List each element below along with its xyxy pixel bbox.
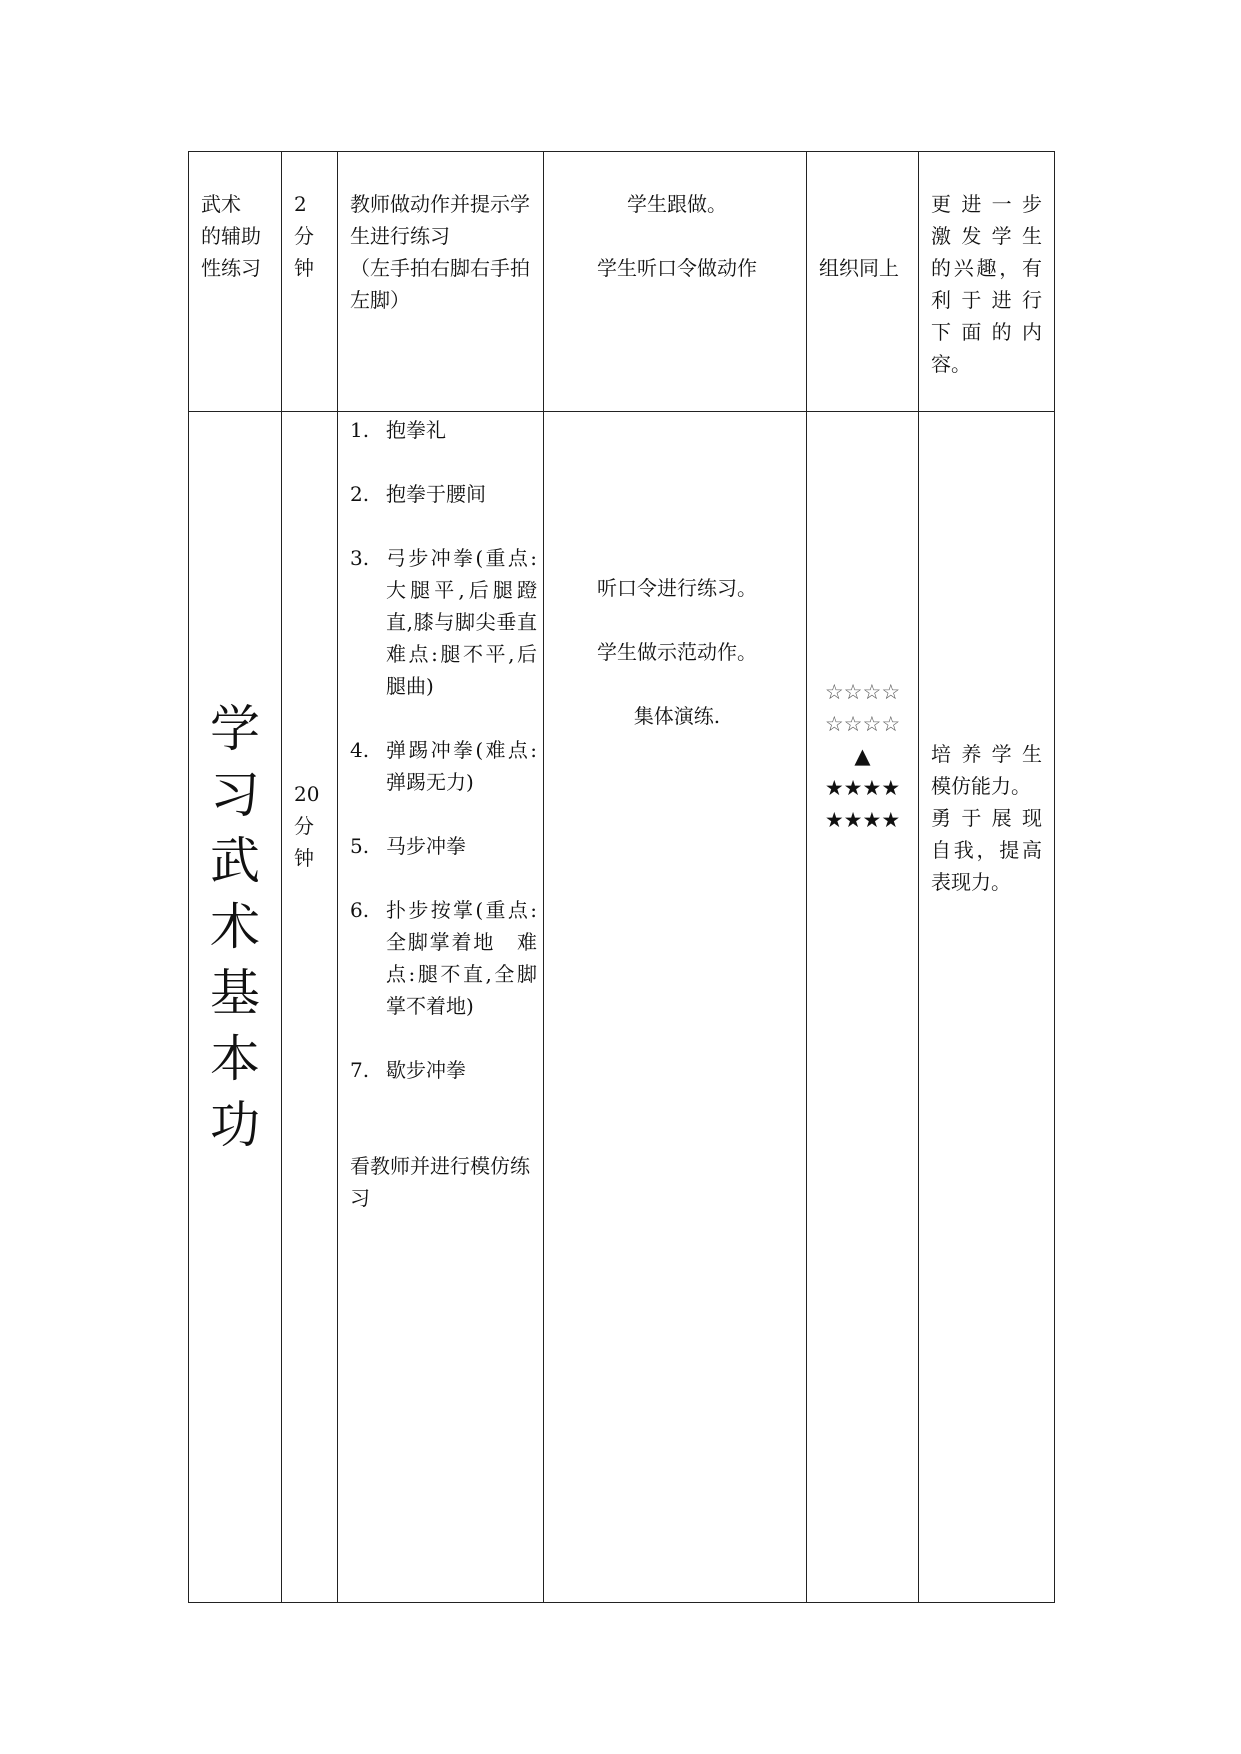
- list-item: [350, 414, 537, 446]
- time-line: 分: [294, 224, 314, 248]
- purpose-line: 培养学生: [931, 742, 1042, 766]
- content-line: 武术: [201, 192, 241, 216]
- teacher-note: 看教师并进行模仿练习: [350, 1154, 530, 1210]
- student-activity-line: 学生跟做。: [627, 192, 727, 216]
- purpose-cell: [919, 412, 1055, 1603]
- organization-cell: [807, 412, 919, 1603]
- purpose-line: 利于进行: [931, 288, 1042, 312]
- purpose-line: 容。: [931, 352, 971, 376]
- content-char: 基: [210, 964, 260, 1022]
- time-line: 钟: [294, 846, 314, 870]
- item-number: 4.: [350, 738, 370, 762]
- student-activity-line: 集体演练.: [633, 704, 721, 728]
- item-number: 3.: [350, 546, 370, 570]
- student-activity-cell: [544, 412, 807, 1603]
- purpose-line: 表现力。: [931, 870, 1011, 894]
- content-char: 功: [210, 1096, 260, 1154]
- item-text: 抱拳于腰间: [386, 482, 486, 506]
- teacher-activity-note: （左手拍右脚右手拍左脚）: [350, 256, 530, 312]
- list-item: [350, 478, 537, 510]
- list-item: [350, 1054, 537, 1086]
- content-char: 武: [210, 832, 260, 890]
- list-item: [350, 542, 557, 702]
- purpose-cell: [919, 152, 1055, 412]
- student-activity-line: 听口令进行练习。: [597, 576, 757, 600]
- item-number: 6.: [350, 898, 370, 922]
- teacher-activity-text: 教师做动作并提示学生进行练习: [350, 192, 530, 248]
- table-row: [189, 152, 1055, 412]
- formation-row-students: ★★★★: [824, 808, 901, 832]
- content-char: 学: [210, 700, 260, 758]
- student-activity-line: 学生做示范动作。: [597, 640, 757, 664]
- purpose-line: 更进一步: [931, 192, 1042, 216]
- formation-row-students: ★★★★: [824, 776, 901, 800]
- formation-diagram: [811, 676, 914, 836]
- organization-text: 组织同上: [819, 256, 899, 280]
- lesson-plan-table: [188, 151, 1055, 1603]
- item-text: 扑步按掌(重点:全脚掌着地 难点:腿不直,全脚掌不着地): [386, 898, 537, 1018]
- item-text: 弓步冲拳(重点:大腿平,后腿蹬直,膝与脚尖垂直 难点:腿不平,后腿曲): [386, 546, 557, 698]
- purpose-line: 模仿能力。: [931, 774, 1031, 798]
- content-line: 的辅助: [201, 224, 261, 248]
- student-activity-line: 学生听口令做动作: [597, 256, 757, 280]
- formation-row-students: ☆☆☆☆: [824, 680, 901, 704]
- purpose-line: 自我，提高: [931, 838, 1042, 862]
- purpose-line: 的兴趣，有: [931, 256, 1042, 280]
- content-char: 术: [210, 898, 260, 956]
- organization-cell: [807, 152, 919, 412]
- content-cell: [189, 152, 282, 412]
- list-item: [350, 734, 537, 798]
- item-text: 弹踢冲拳(难点:弹踢无力): [386, 738, 537, 794]
- item-text: 马步冲拳: [386, 834, 466, 858]
- table-row: [189, 412, 1055, 1603]
- time-line: 钟: [294, 256, 314, 280]
- student-activity-cell: [544, 152, 807, 412]
- formation-row-students: ☆☆☆☆: [824, 712, 901, 736]
- item-text: 歇步冲拳: [386, 1058, 466, 1082]
- item-number: 2.: [350, 482, 370, 506]
- content-char: 习: [210, 766, 260, 824]
- teacher-marker-icon: ▲: [854, 744, 871, 768]
- list-item: [350, 894, 537, 1022]
- teacher-activity-cell: [338, 152, 544, 412]
- content-cell: [189, 412, 282, 1603]
- content-line: 性练习: [201, 256, 261, 280]
- time-cell: [282, 152, 338, 412]
- list-item: [350, 830, 537, 862]
- content-char: 本: [210, 1030, 260, 1088]
- action-list: [350, 414, 557, 1086]
- time-line: 分: [294, 814, 314, 838]
- time-cell: [282, 412, 338, 1603]
- purpose-line: 下面的内: [931, 320, 1042, 344]
- purpose-line: 勇于展现: [931, 806, 1042, 830]
- item-number: 5.: [350, 834, 370, 858]
- teacher-activity-cell: [338, 412, 557, 1603]
- item-text: 抱拳礼: [386, 418, 446, 442]
- item-number: 1.: [350, 418, 370, 442]
- purpose-line: 激发学生: [931, 224, 1042, 248]
- time-line: 20: [294, 782, 320, 806]
- time-line: 2: [294, 192, 307, 216]
- item-number: 7.: [350, 1058, 370, 1082]
